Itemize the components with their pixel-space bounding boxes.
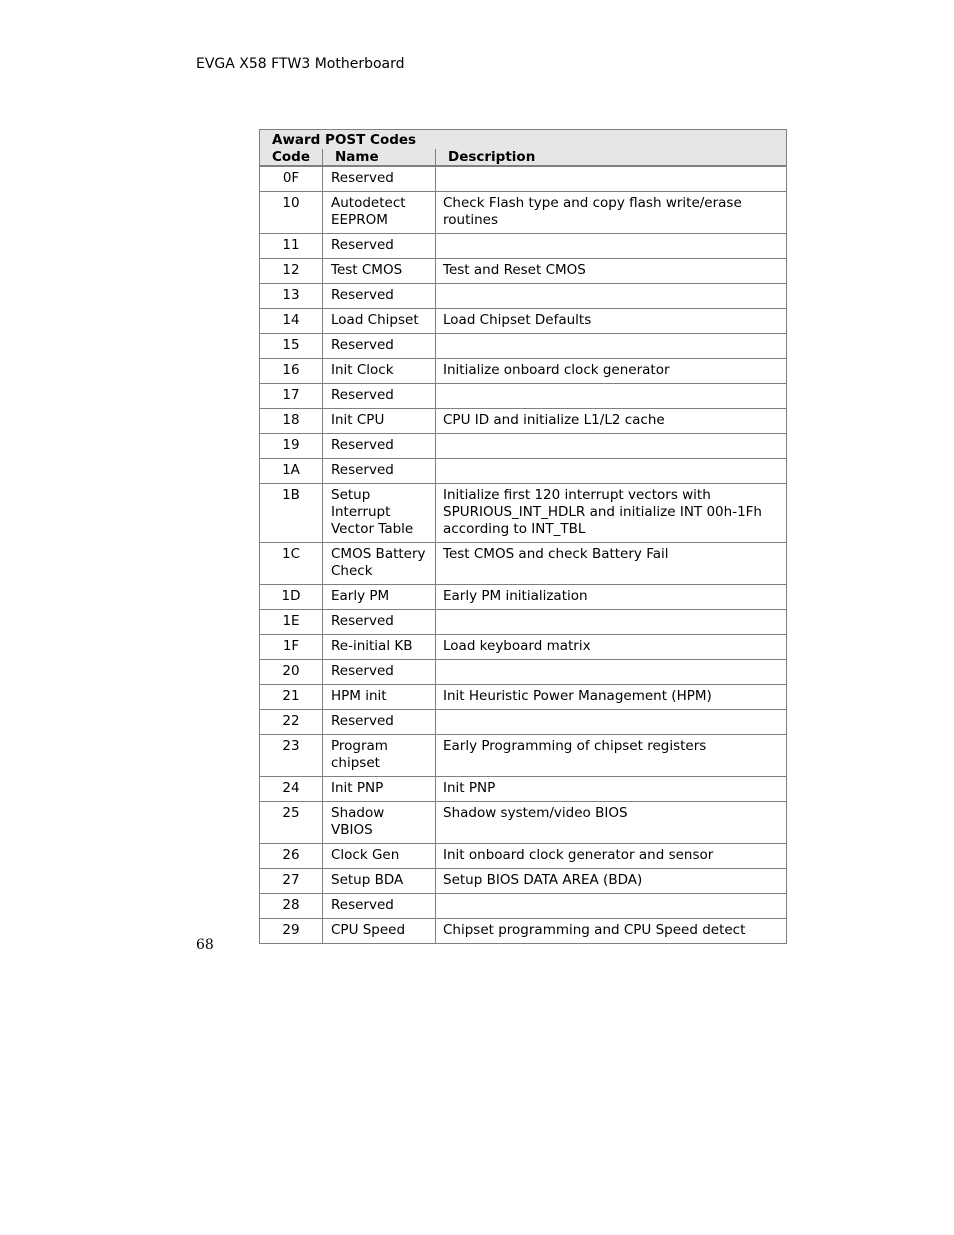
cell-description xyxy=(436,710,787,735)
cell-name: Early PM xyxy=(323,585,436,610)
cell-name: Program chipset xyxy=(323,735,436,777)
table-row xyxy=(260,543,787,585)
cell-name: Shadow VBIOS xyxy=(323,802,436,844)
cell-description: Shadow system/video BIOS xyxy=(436,802,787,844)
cell-name: Reserved xyxy=(323,660,436,685)
cell-name: Reserved xyxy=(323,166,436,192)
cell-code: 26 xyxy=(260,844,323,869)
cell-name: Test CMOS xyxy=(323,259,436,284)
cell-description xyxy=(436,384,787,409)
cell-code: 24 xyxy=(260,777,323,802)
cell-name: Setup BDA xyxy=(323,869,436,894)
cell-code: 13 xyxy=(260,284,323,309)
table-row xyxy=(260,409,787,434)
cell-code: 16 xyxy=(260,359,323,384)
cell-name: Clock Gen xyxy=(323,844,436,869)
cell-description xyxy=(436,166,787,192)
table-row xyxy=(260,434,787,459)
cell-name: Reserved xyxy=(323,610,436,635)
cell-name: CPU Speed xyxy=(323,919,436,944)
cell-description: Chipset programming and CPU Speed detect xyxy=(436,919,787,944)
table-title-row xyxy=(260,130,787,150)
cell-description: Setup BIOS DATA AREA (BDA) xyxy=(436,869,787,894)
cell-code: 12 xyxy=(260,259,323,284)
cell-name: Re-initial KB xyxy=(323,635,436,660)
cell-description: Early PM initialization xyxy=(436,585,787,610)
cell-code: 28 xyxy=(260,894,323,919)
column-header-name: Name xyxy=(323,149,436,166)
table-row xyxy=(260,919,787,944)
table-row xyxy=(260,869,787,894)
cell-code: 1D xyxy=(260,585,323,610)
cell-code: 17 xyxy=(260,384,323,409)
cell-description: CPU ID and initialize L1/L2 cache xyxy=(436,409,787,434)
table-row xyxy=(260,710,787,735)
table-row xyxy=(260,585,787,610)
table-row xyxy=(260,384,787,409)
cell-code: 20 xyxy=(260,660,323,685)
cell-code: 1E xyxy=(260,610,323,635)
table-row xyxy=(260,234,787,259)
cell-description xyxy=(436,434,787,459)
cell-code: 21 xyxy=(260,685,323,710)
table-title: Award POST Codes xyxy=(260,130,787,150)
cell-description xyxy=(436,284,787,309)
table-row xyxy=(260,660,787,685)
cell-description xyxy=(436,234,787,259)
cell-description xyxy=(436,610,787,635)
cell-code: 1F xyxy=(260,635,323,660)
cell-code: 1B xyxy=(260,484,323,543)
table-body xyxy=(260,166,787,944)
cell-description: Check Flash type and copy flash write/erase routines xyxy=(436,192,787,234)
cell-description: Init Heuristic Power Management (HPM) xyxy=(436,685,787,710)
cell-code: 0F xyxy=(260,166,323,192)
cell-description: Init onboard clock generator and sensor xyxy=(436,844,787,869)
table-row xyxy=(260,484,787,543)
table-row xyxy=(260,284,787,309)
table-row xyxy=(260,309,787,334)
cell-description: Init PNP xyxy=(436,777,787,802)
cell-description: Test CMOS and check Battery Fail xyxy=(436,543,787,585)
cell-code: 19 xyxy=(260,434,323,459)
cell-code: 27 xyxy=(260,869,323,894)
table-row xyxy=(260,735,787,777)
cell-code: 1C xyxy=(260,543,323,585)
table-row xyxy=(260,334,787,359)
cell-description xyxy=(436,334,787,359)
cell-name: Autodetect EEPROM xyxy=(323,192,436,234)
cell-name: Init Clock xyxy=(323,359,436,384)
cell-name: Init CPU xyxy=(323,409,436,434)
cell-code: 15 xyxy=(260,334,323,359)
cell-name: Load Chipset xyxy=(323,309,436,334)
page-header-title: EVGA X58 FTW3 Motherboard xyxy=(196,56,405,72)
cell-name: CMOS Battery Check xyxy=(323,543,436,585)
cell-name: Reserved xyxy=(323,334,436,359)
cell-code: 29 xyxy=(260,919,323,944)
cell-code: 11 xyxy=(260,234,323,259)
table-header-row xyxy=(260,149,787,166)
table-row xyxy=(260,777,787,802)
column-header-description: Description xyxy=(436,149,787,166)
cell-code: 23 xyxy=(260,735,323,777)
cell-code: 22 xyxy=(260,710,323,735)
table-row xyxy=(260,894,787,919)
cell-description xyxy=(436,459,787,484)
cell-description: Test and Reset CMOS xyxy=(436,259,787,284)
table-row xyxy=(260,359,787,384)
table-row xyxy=(260,610,787,635)
column-header-code: Code xyxy=(260,149,323,166)
cell-name: Reserved xyxy=(323,459,436,484)
table-row xyxy=(260,459,787,484)
cell-name: Reserved xyxy=(323,434,436,459)
table-row xyxy=(260,166,787,192)
cell-description: Load keyboard matrix xyxy=(436,635,787,660)
table-row xyxy=(260,635,787,660)
cell-name: Reserved xyxy=(323,384,436,409)
cell-code: 1A xyxy=(260,459,323,484)
cell-name: Init PNP xyxy=(323,777,436,802)
post-codes-table xyxy=(259,129,787,944)
cell-description: Load Chipset Defaults xyxy=(436,309,787,334)
cell-code: 25 xyxy=(260,802,323,844)
cell-name: HPM init xyxy=(323,685,436,710)
cell-description: Initialize onboard clock generator xyxy=(436,359,787,384)
cell-description: Early Programming of chipset registers xyxy=(436,735,787,777)
cell-name: Reserved xyxy=(323,234,436,259)
cell-description xyxy=(436,660,787,685)
cell-code: 18 xyxy=(260,409,323,434)
cell-name: Setup Interrupt Vector Table xyxy=(323,484,436,543)
cell-description xyxy=(436,894,787,919)
cell-name: Reserved xyxy=(323,894,436,919)
cell-description: Initialize first 120 interrupt vectors with SPURIOUS_INT_HDLR and initialize INT 00h-1Fh according to INT_TBL xyxy=(436,484,787,543)
table-row xyxy=(260,844,787,869)
cell-name: Reserved xyxy=(323,710,436,735)
cell-code: 14 xyxy=(260,309,323,334)
table-row xyxy=(260,192,787,234)
table-row xyxy=(260,259,787,284)
page-number: 68 xyxy=(196,937,214,953)
cell-code: 10 xyxy=(260,192,323,234)
table-row xyxy=(260,685,787,710)
cell-name: Reserved xyxy=(323,284,436,309)
table-row xyxy=(260,802,787,844)
